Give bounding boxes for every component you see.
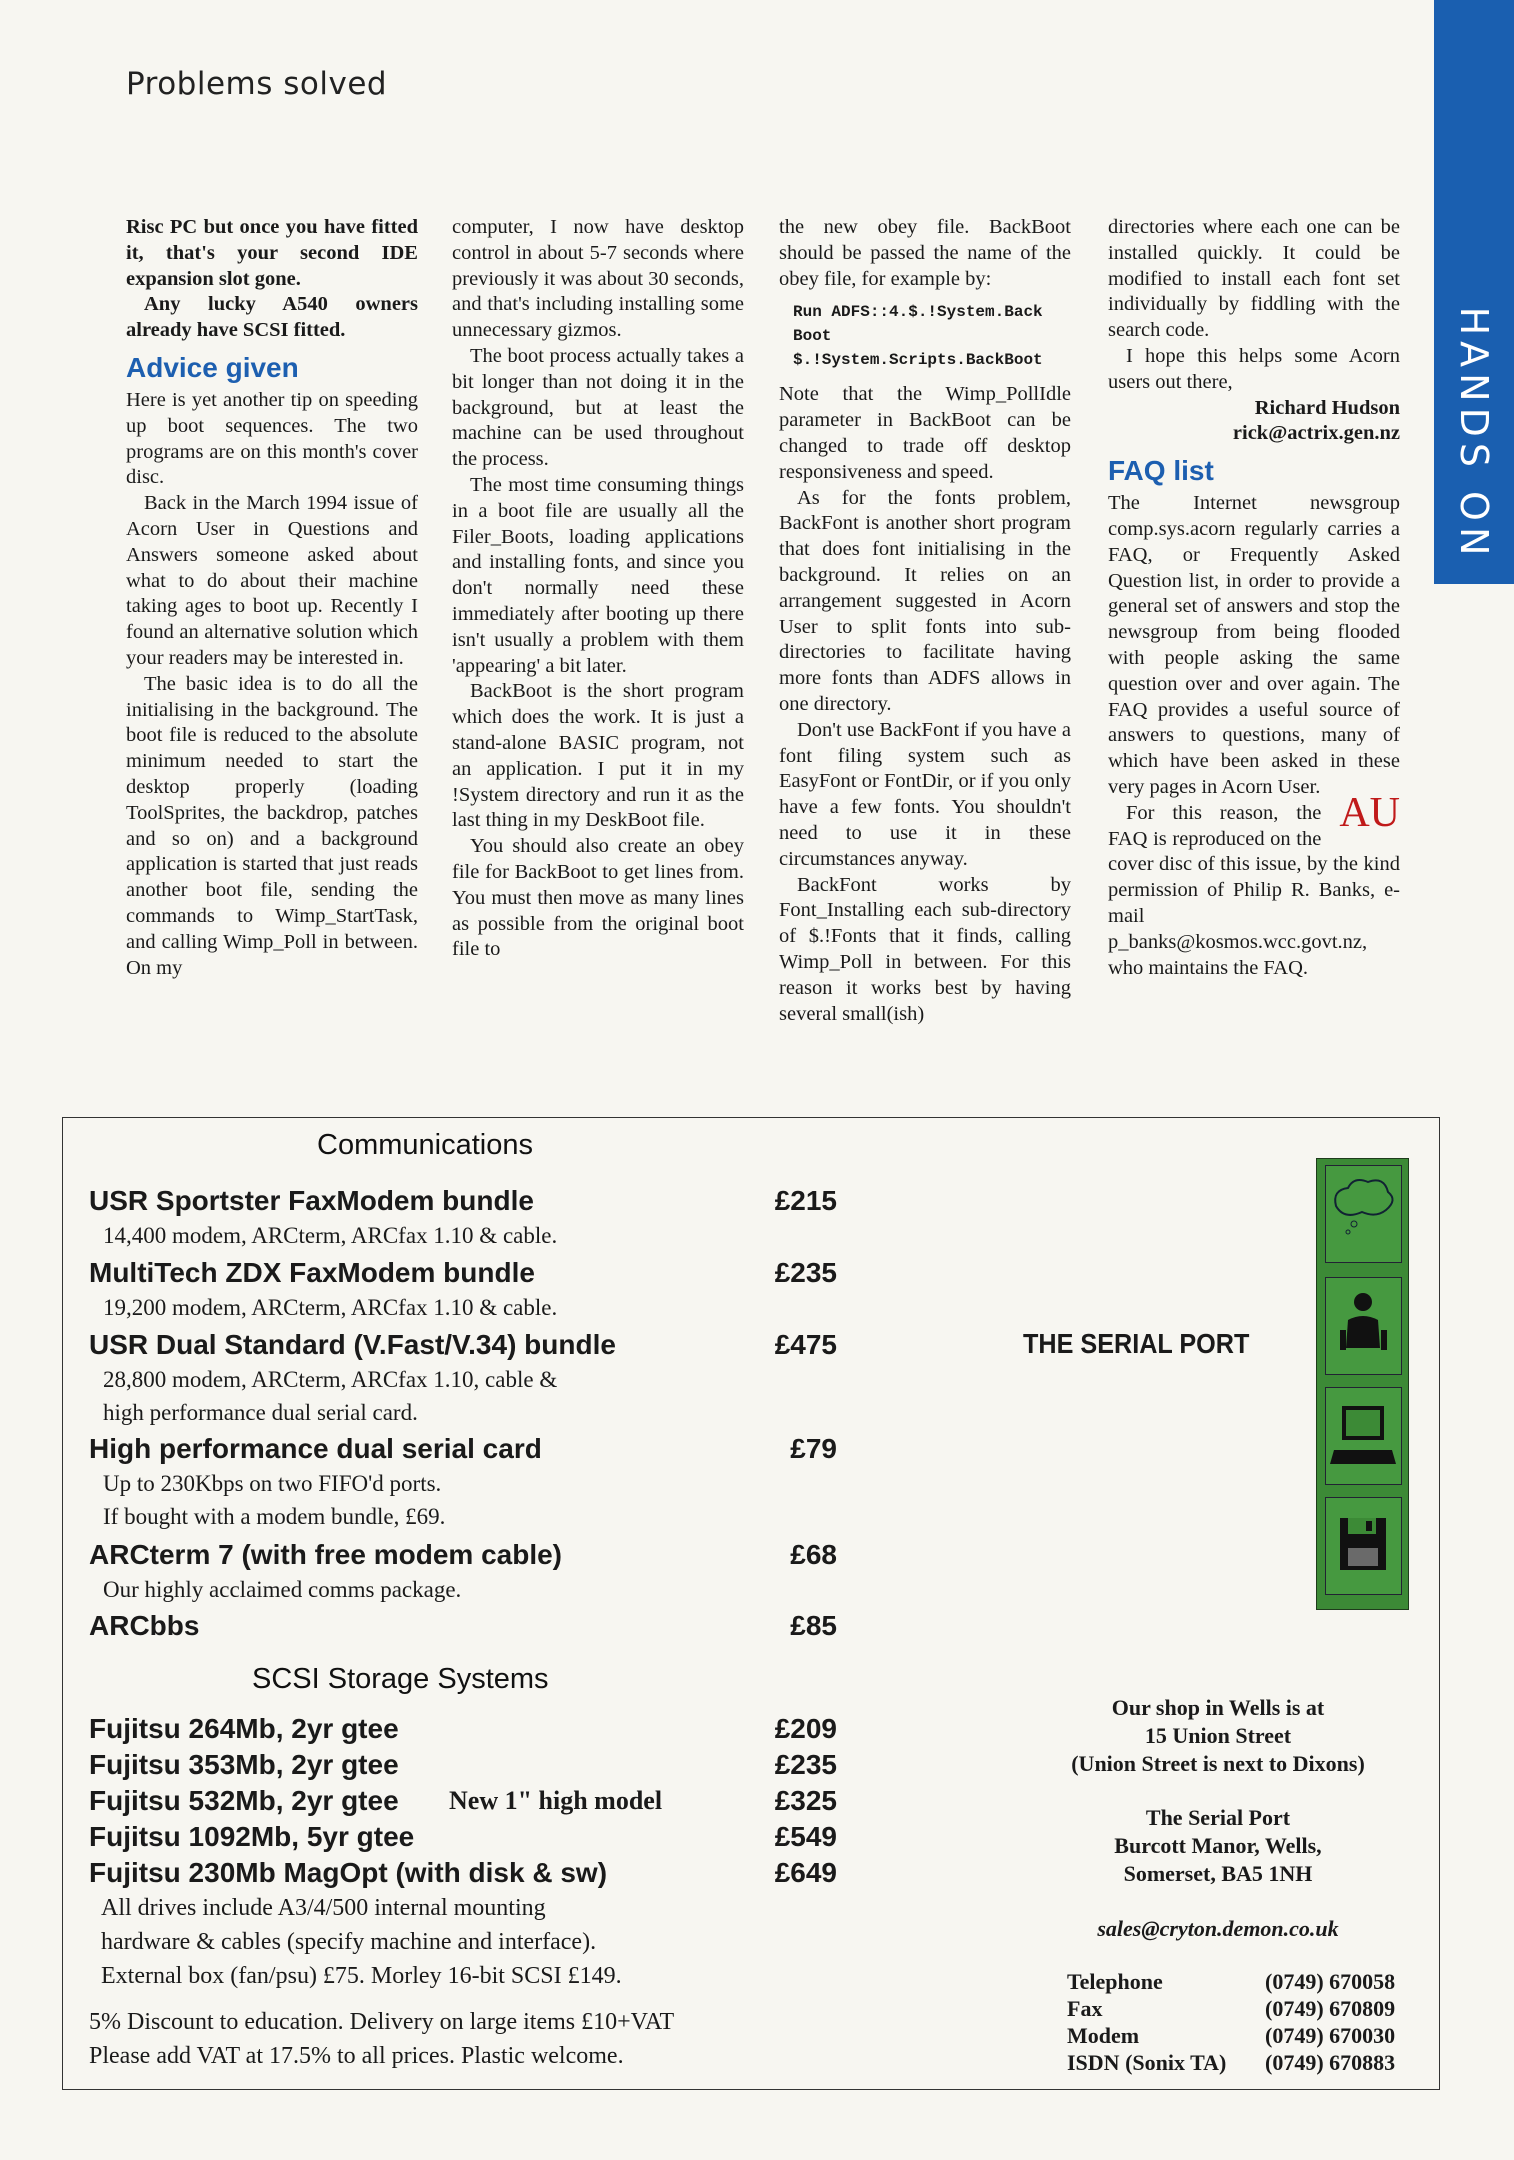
side-tab-label: HANDS ON [1452, 306, 1496, 562]
product-item [89, 1537, 837, 1606]
icon-panel [1316, 1158, 1409, 1610]
contact-row [1067, 1968, 1417, 1995]
footer-line: Please add VAT at 17.5% to all prices. Plastic welcome. [89, 2043, 624, 2069]
paragraph: The boot process actually takes a bit longer than not doing it in the background, but at least the machine can be used throughout the process. [452, 344, 744, 471]
heading-faq-list: FAQ list [1108, 455, 1214, 487]
product-name: ARCbbs [89, 1610, 200, 1641]
paragraph: You should also create an obey file for BackBoot to get lines from. You must then move as many lines as possible from the original boot file to [452, 835, 744, 961]
advert-footer [89, 2005, 829, 2073]
paragraph: directories where each one can be installed quickly. It could be modified to install each font set individually by fiddling with the search code. [1108, 216, 1400, 342]
product-price: £475 [774, 1329, 837, 1360]
email-address: sales@cryton.demon.co.uk [1097, 1916, 1339, 1941]
product-note: New 1" high model [449, 1786, 663, 1815]
product-item [89, 1183, 837, 1252]
contact-number: (0749) 670883 [1265, 2050, 1396, 2075]
product-item [89, 1255, 837, 1324]
section-title: Problems solved [126, 66, 388, 102]
contact-number: (0749) 670058 [1265, 1969, 1396, 1994]
address-line: The Serial Port [1145, 1805, 1291, 1830]
product-price: £549 [774, 1821, 837, 1852]
thought-cloud-icon [1325, 1165, 1402, 1263]
shop-line: Our shop in Wells is at [1111, 1695, 1325, 1720]
product-name: USR Sportster FaxModem bundle [89, 1185, 534, 1216]
shop-line: 15 Union Street [1144, 1723, 1292, 1748]
address-line: Somerset, BA5 1NH [1123, 1861, 1313, 1886]
storage-notes [101, 1891, 841, 1993]
product-item [89, 1711, 837, 1747]
product-price: £215 [774, 1185, 837, 1216]
contact-label: Telephone [1067, 1969, 1163, 1994]
article-column-4 [1108, 215, 1400, 981]
product-name: ARCterm 7 (with free modem cable) [89, 1539, 562, 1570]
product-name: Fujitsu 264Mb, 2yr gtee [89, 1713, 399, 1744]
paragraph: The basic idea is to do all the initialising in the background. The boot file is reduced to the absolute minimum needed to start the desktop properly (loading ToolSprites, the backdrop, patches and so on) and a background application is started that just reads another boot file, sending the commands to Wimp_StartTask, and calling Wimp_Poll in between. On my [126, 672, 418, 979]
product-desc: Up to 230Kbps on two FIFO'd ports. [103, 1471, 442, 1496]
paragraph [1108, 789, 1400, 982]
contact-label: Fax [1067, 1996, 1103, 2021]
product-price: £68 [790, 1539, 837, 1570]
paragraph: Don't use BackFont if you have a font filing system such as EasyFont or FontDir, or if you only have a few fonts. You shouldn't need to use it in these circumstances anyway. [779, 718, 1071, 870]
product-name: Fujitsu 353Mb, 2yr gtee [89, 1749, 399, 1780]
person-icon [1325, 1277, 1402, 1375]
paragraph: BackFont works by Font_Installing each sub-directory of $.!Fonts that it finds, calling Wimp_Poll in between. For this reason it works best by having several small(ish) [779, 873, 1071, 1025]
shop-line: (Union Street is next to Dixons) [1071, 1751, 1365, 1776]
product-name: Fujitsu 230Mb MagOpt (with disk & sw) [89, 1857, 608, 1888]
product-desc: Our highly acclaimed comms package. [103, 1577, 462, 1602]
product-item [89, 1783, 837, 1819]
product-price: £649 [774, 1857, 837, 1888]
product-name: USR Dual Standard (V.Fast/V.34) bundle [89, 1329, 616, 1360]
contact-row [1067, 1995, 1417, 2022]
product-price: £79 [790, 1433, 837, 1464]
intro-paragraph: Any lucky A540 owners already have SCSI fitted. [126, 293, 418, 342]
computer-icon [1325, 1387, 1402, 1485]
section-heading-communications: Communications [317, 1129, 533, 1161]
paragraph: BackBoot is the short program which does the work. It is just a stand-alone BASIC program, not an application. I put it in my !System directory and run it as the last thing in my DeskBoot file. [452, 680, 744, 832]
product-desc: 19,200 modem, ARCterm, ARCfax 1.10 & cable. [103, 1295, 558, 1320]
paragraph: Back in the March 1994 issue of Acorn User in Questions and Answers someone asked about what to do about their machine taking ages to boot up. Recently I found an alternative solution which your readers may be interested in. [126, 492, 418, 669]
product-desc: If bought with a modem bundle, £69. [103, 1504, 446, 1529]
contact-number: (0749) 670030 [1265, 2023, 1396, 2048]
product-name: MultiTech ZDX FaxModem bundle [89, 1257, 535, 1288]
brand-name: THE SERIAL PORT [1023, 1328, 1250, 1359]
article-column-2 [452, 215, 744, 963]
heading-advice-given: Advice given [126, 351, 299, 383]
serial-port-advert [62, 1117, 1440, 2090]
product-name: Fujitsu 1092Mb, 5yr gtee [89, 1821, 415, 1852]
contact-row [1067, 2022, 1417, 2049]
paragraph: I hope this helps some Acorn users out there, [1108, 344, 1400, 393]
paragraph: computer, I now have desktop control in about 5-7 seconds where previously it was about 30 seconds, and that's including installing some unnecessary gizmos. [452, 216, 744, 342]
paragraph: The Internet newsgroup comp.sys.acorn regularly carries a FAQ, or Frequently Asked Question list, in order to provide a general set of answers and stop the newsgroup from being flooded with people asking the same question over and over again. The FAQ provides a useful source of answers to questions, many of which have been asked in these very pages in Acorn User. [1108, 492, 1400, 798]
product-price: £235 [774, 1749, 837, 1780]
contact-label: ISDN (Sonix TA) [1067, 2050, 1227, 2075]
signature-email: rick@actrix.gen.nz [1232, 422, 1400, 445]
storage-note: All drives include A3/4/500 internal mounting [101, 1895, 546, 1921]
paragraph: Note that the Wimp_PollIdle parameter in BackBoot can be changed to trade off desktop responsiveness and speed. [779, 383, 1071, 483]
code-example: Run ADFS::4.$.!System.Back Boot $.!System.Scripts.BackBoot [793, 303, 1043, 370]
product-item [89, 1855, 837, 1891]
contact-label: Modem [1067, 2023, 1140, 2048]
product-price: £235 [774, 1257, 837, 1288]
product-desc: 14,400 modem, ARCterm, ARCfax 1.10 & cable. [103, 1223, 558, 1248]
contact-row [1067, 2049, 1417, 2076]
address-line: Burcott Manor, Wells, [1114, 1833, 1322, 1858]
product-desc: high performance dual serial card. [103, 1400, 418, 1425]
storage-note: hardware & cables (specify machine and interface). [101, 1929, 597, 1955]
product-item [89, 1819, 837, 1855]
product-price: £325 [774, 1785, 837, 1816]
product-name: High performance dual serial card [89, 1433, 542, 1464]
paragraph: The most time consuming things in a boot file are usually all the Filer_Boots, loading applications and installing fonts, and since you don't normally need these immediately after booting up there isn't usually a problem with them 'appearing' a bit later. [452, 473, 744, 677]
contact-number: (0749) 670809 [1265, 1996, 1396, 2021]
au-logo: AU [1339, 789, 1400, 836]
product-item [89, 1747, 837, 1783]
product-item [89, 1327, 837, 1429]
footer-line: 5% Discount to education. Delivery on large items £10+VAT [89, 2009, 675, 2035]
signature-name: Richard Hudson [1254, 396, 1400, 419]
product-price: £209 [774, 1713, 837, 1744]
paragraph: As for the fonts problem, BackFont is another short program that does font initialising in the background. It relies on an arrangement suggested in Acorn User to split fonts into sub-directories to facilitate having more fonts than ADFS allows in one directory. [779, 486, 1071, 715]
article-column-1 [126, 215, 418, 981]
paragraph: the new obey file. BackBoot should be passed the name of the obey file, for example by: [779, 216, 1071, 290]
floppy-disk-icon [1325, 1497, 1402, 1595]
product-item [89, 1431, 837, 1533]
side-tab [1434, 0, 1514, 584]
paragraph: Here is yet another tip on speeding up boot sequences. The two programs are on this month's cover disc. [126, 388, 418, 489]
paragraph-text: For this reason, the FAQ is reproduced on the cover disc of this issue, by the kind permission of Philip R. Banks, e-mail p_banks@kosmos.wcc.govt.nz, who maintains the FAQ. [1108, 801, 1400, 979]
product-item [89, 1608, 837, 1644]
storage-note: External box (fan/psu) £75. Morley 16-bit SCSI £149. [101, 1963, 622, 1989]
product-desc: 28,800 modem, ARCterm, ARCfax 1.10, cable & [103, 1367, 558, 1392]
intro-paragraph: Risc PC but once you have fitted it, that's your second IDE expansion slot gone. [126, 216, 418, 290]
article-column-3 [779, 215, 1071, 1027]
section-heading-scsi: SCSI Storage Systems [252, 1663, 549, 1695]
contact-numbers [1067, 1968, 1417, 2076]
shop-address [1053, 1694, 1383, 1888]
product-price: £85 [790, 1610, 837, 1641]
product-name: Fujitsu 532Mb, 2yr gtee [89, 1785, 399, 1816]
